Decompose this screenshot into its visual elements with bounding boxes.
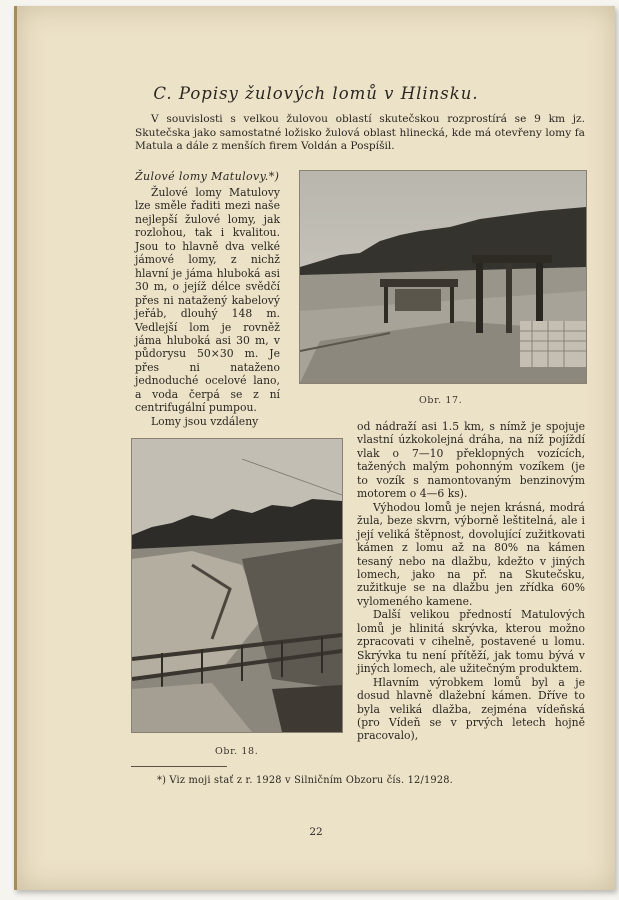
section-subheading: Žulové lomy Matulovy.*) bbox=[135, 170, 280, 183]
right-column-paragraph: Výhodou lomů je nejen krásná, modrá žula, beze skvrn, výborně leštitelná, ale i její veliká štěpnost, dovolující zužitkovati kámen z lomu až na 80% na kámen tesaný nebo na dlažbu, kdežto v jiných lomech, jako na př. na Skutečsku, zužitkuje se na dlažbu jen zřídka 60% vylomeného kamene. bbox=[357, 500, 585, 608]
figure-18-caption: Obr. 18. bbox=[215, 746, 259, 757]
figure-17-caption: Obr. 17. bbox=[419, 395, 463, 406]
page-title: C. Popisy žulových lomů v Hlinsku. bbox=[153, 84, 479, 103]
right-column-paragraph: Další velikou předností Matulových lomů je hlinitá skrývka, kterou možno zpracovati v cihelně, postavené u lomu. Skrývka tu není přítěží, jak tomu bývá v jiných lomech, ale užitečným produktem. bbox=[357, 608, 585, 676]
right-column-paragraph: od nádraží asi 1.5 km, s nímž je spojuje vlastní úzkokolejná dráha, na níž pojíždí vlak o 7—10 překlopných vozících, tažených malým pohonným vozíkem (je to vozík s namontovaným benzinovým motorem o 4—6 ks). bbox=[357, 420, 585, 501]
footnote: *) Viz moji stať z r. 1928 v Silničním Obzoru čís. 12/1928. bbox=[157, 775, 453, 786]
left-column-tail: Lomy jsou vzdáleny bbox=[151, 414, 259, 428]
book-page bbox=[14, 6, 615, 890]
figure-18-photo bbox=[131, 438, 343, 733]
page-number: 22 bbox=[309, 826, 323, 838]
left-column-text bbox=[135, 186, 280, 428]
figure-17-photo bbox=[299, 170, 587, 384]
footnote-rule bbox=[131, 766, 227, 767]
right-column-text bbox=[357, 420, 585, 743]
left-column-paragraph: Žulové lomy Matulovy lze směle řaditi mezi naše nejlepší žulové lomy, jak rozlohou, tak i kvalitou. Jsou to hlavně dva velké jámové lomy, z nichž hlavní je jáma hluboká asi 30 m, o jejíž délce svědčí přes ni natažený kabelový jeřáb, dlouhý 148 m. Vedlejší lom je rovněž jáma hluboká asi 30 m, v půdorysu 50×30 m. Je přes ni nataženo jednoduché ocelové lano, a voda čerpá se z ní centrifugální pumpou. bbox=[135, 186, 280, 415]
right-column-paragraph: Hlavním výrobkem lomů byl a je dosud hlavně dlažební kámen. Dříve to byla veliká dlažba, zejména vídeňská (pro Vídeň se v prvých letech hojně pracovalo), bbox=[357, 675, 585, 743]
intro-paragraph: V souvislosti s velkou žulovou oblastí skutečskou rozprostírá se 9 km jz. Skutečska jako samostatné ložisko žulová oblast hlinecká, kde má otevřeny lomy fa Matula a dále z menších firem Voldán a Pospíšil. bbox=[135, 113, 585, 153]
